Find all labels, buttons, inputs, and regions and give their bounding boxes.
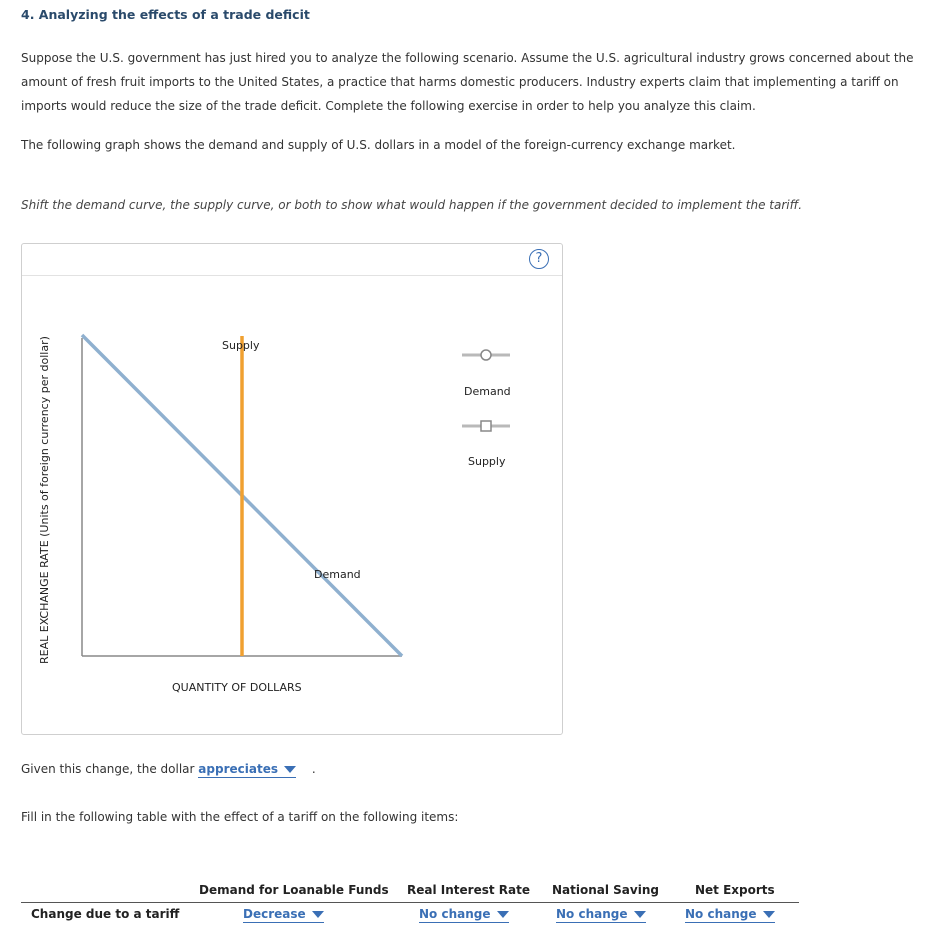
national-saving-dropdown[interactable] xyxy=(556,907,646,921)
row-label: Change due to a tariff xyxy=(31,907,180,921)
instruction-text: Shift the demand curve, the supply curve, or both to show what would happen if the government decided to implement the tariff. xyxy=(21,198,803,212)
demand-loanable-funds-value: Decrease xyxy=(243,907,306,921)
demand-tool-circle-icon[interactable] xyxy=(481,350,491,360)
chevron-down-icon xyxy=(497,911,509,918)
real-interest-rate-dropdown[interactable] xyxy=(419,907,509,921)
header-demand-loanable-funds: Demand for Loanable Funds xyxy=(199,883,389,897)
help-icon[interactable]: ? xyxy=(529,249,549,269)
dollar-change-suffix: . xyxy=(311,762,316,776)
question-title: 4. Analyzing the effects of a trade deficit xyxy=(21,7,310,22)
dollar-change-sentence xyxy=(21,762,316,776)
header-national-saving: National Saving xyxy=(552,883,659,897)
demand-tool-label: Demand xyxy=(464,385,511,398)
header-net-exports: Net Exports xyxy=(695,883,775,897)
demand-curve-label: Demand xyxy=(314,568,361,581)
dollar-change-dropdown[interactable] xyxy=(198,762,296,778)
table-divider xyxy=(21,902,799,903)
supply-curve-label: Supply xyxy=(222,339,260,352)
chevron-down-icon xyxy=(284,766,296,773)
demand-loanable-funds-dropdown[interactable] xyxy=(243,907,324,921)
chevron-down-icon xyxy=(763,911,775,918)
graph-intro-text: The following graph shows the demand and supply of U.S. dollars in a model of the foreign-currency exchange market. xyxy=(21,138,736,152)
national-saving-value: No change xyxy=(556,907,628,921)
x-axis-label: QUANTITY OF DOLLARS xyxy=(172,681,302,694)
dollar-change-prefix: Given this change, the dollar xyxy=(21,762,195,776)
real-interest-rate-value: No change xyxy=(419,907,491,921)
header-real-interest-rate: Real Interest Rate xyxy=(407,883,530,897)
chevron-down-icon xyxy=(634,911,646,918)
supply-tool-square-icon[interactable] xyxy=(481,421,491,431)
supply-tool-label: Supply xyxy=(468,455,506,468)
scenario-text: Suppose the U.S. government has just hired you to analyze the following scenario. Assume the U.S. agricultural industry grows concerned about the amount of fresh fruit imports to the United States, a practice that harms domestic producers. Industry experts claim that implementing a tariff on imports would reduce the size of the trade deficit. Complete the following exercise in order to help you analyze this claim. xyxy=(21,51,914,113)
y-axis-label: REAL EXCHANGE RATE (Units of foreign currency per dollar) xyxy=(38,336,51,664)
chevron-down-icon xyxy=(312,911,324,918)
net-exports-value: No change xyxy=(685,907,757,921)
table-intro-text: Fill in the following table with the effect of a tariff on the following items: xyxy=(21,810,459,824)
net-exports-dropdown[interactable] xyxy=(685,907,775,921)
dollar-change-value: appreciates xyxy=(198,762,278,776)
